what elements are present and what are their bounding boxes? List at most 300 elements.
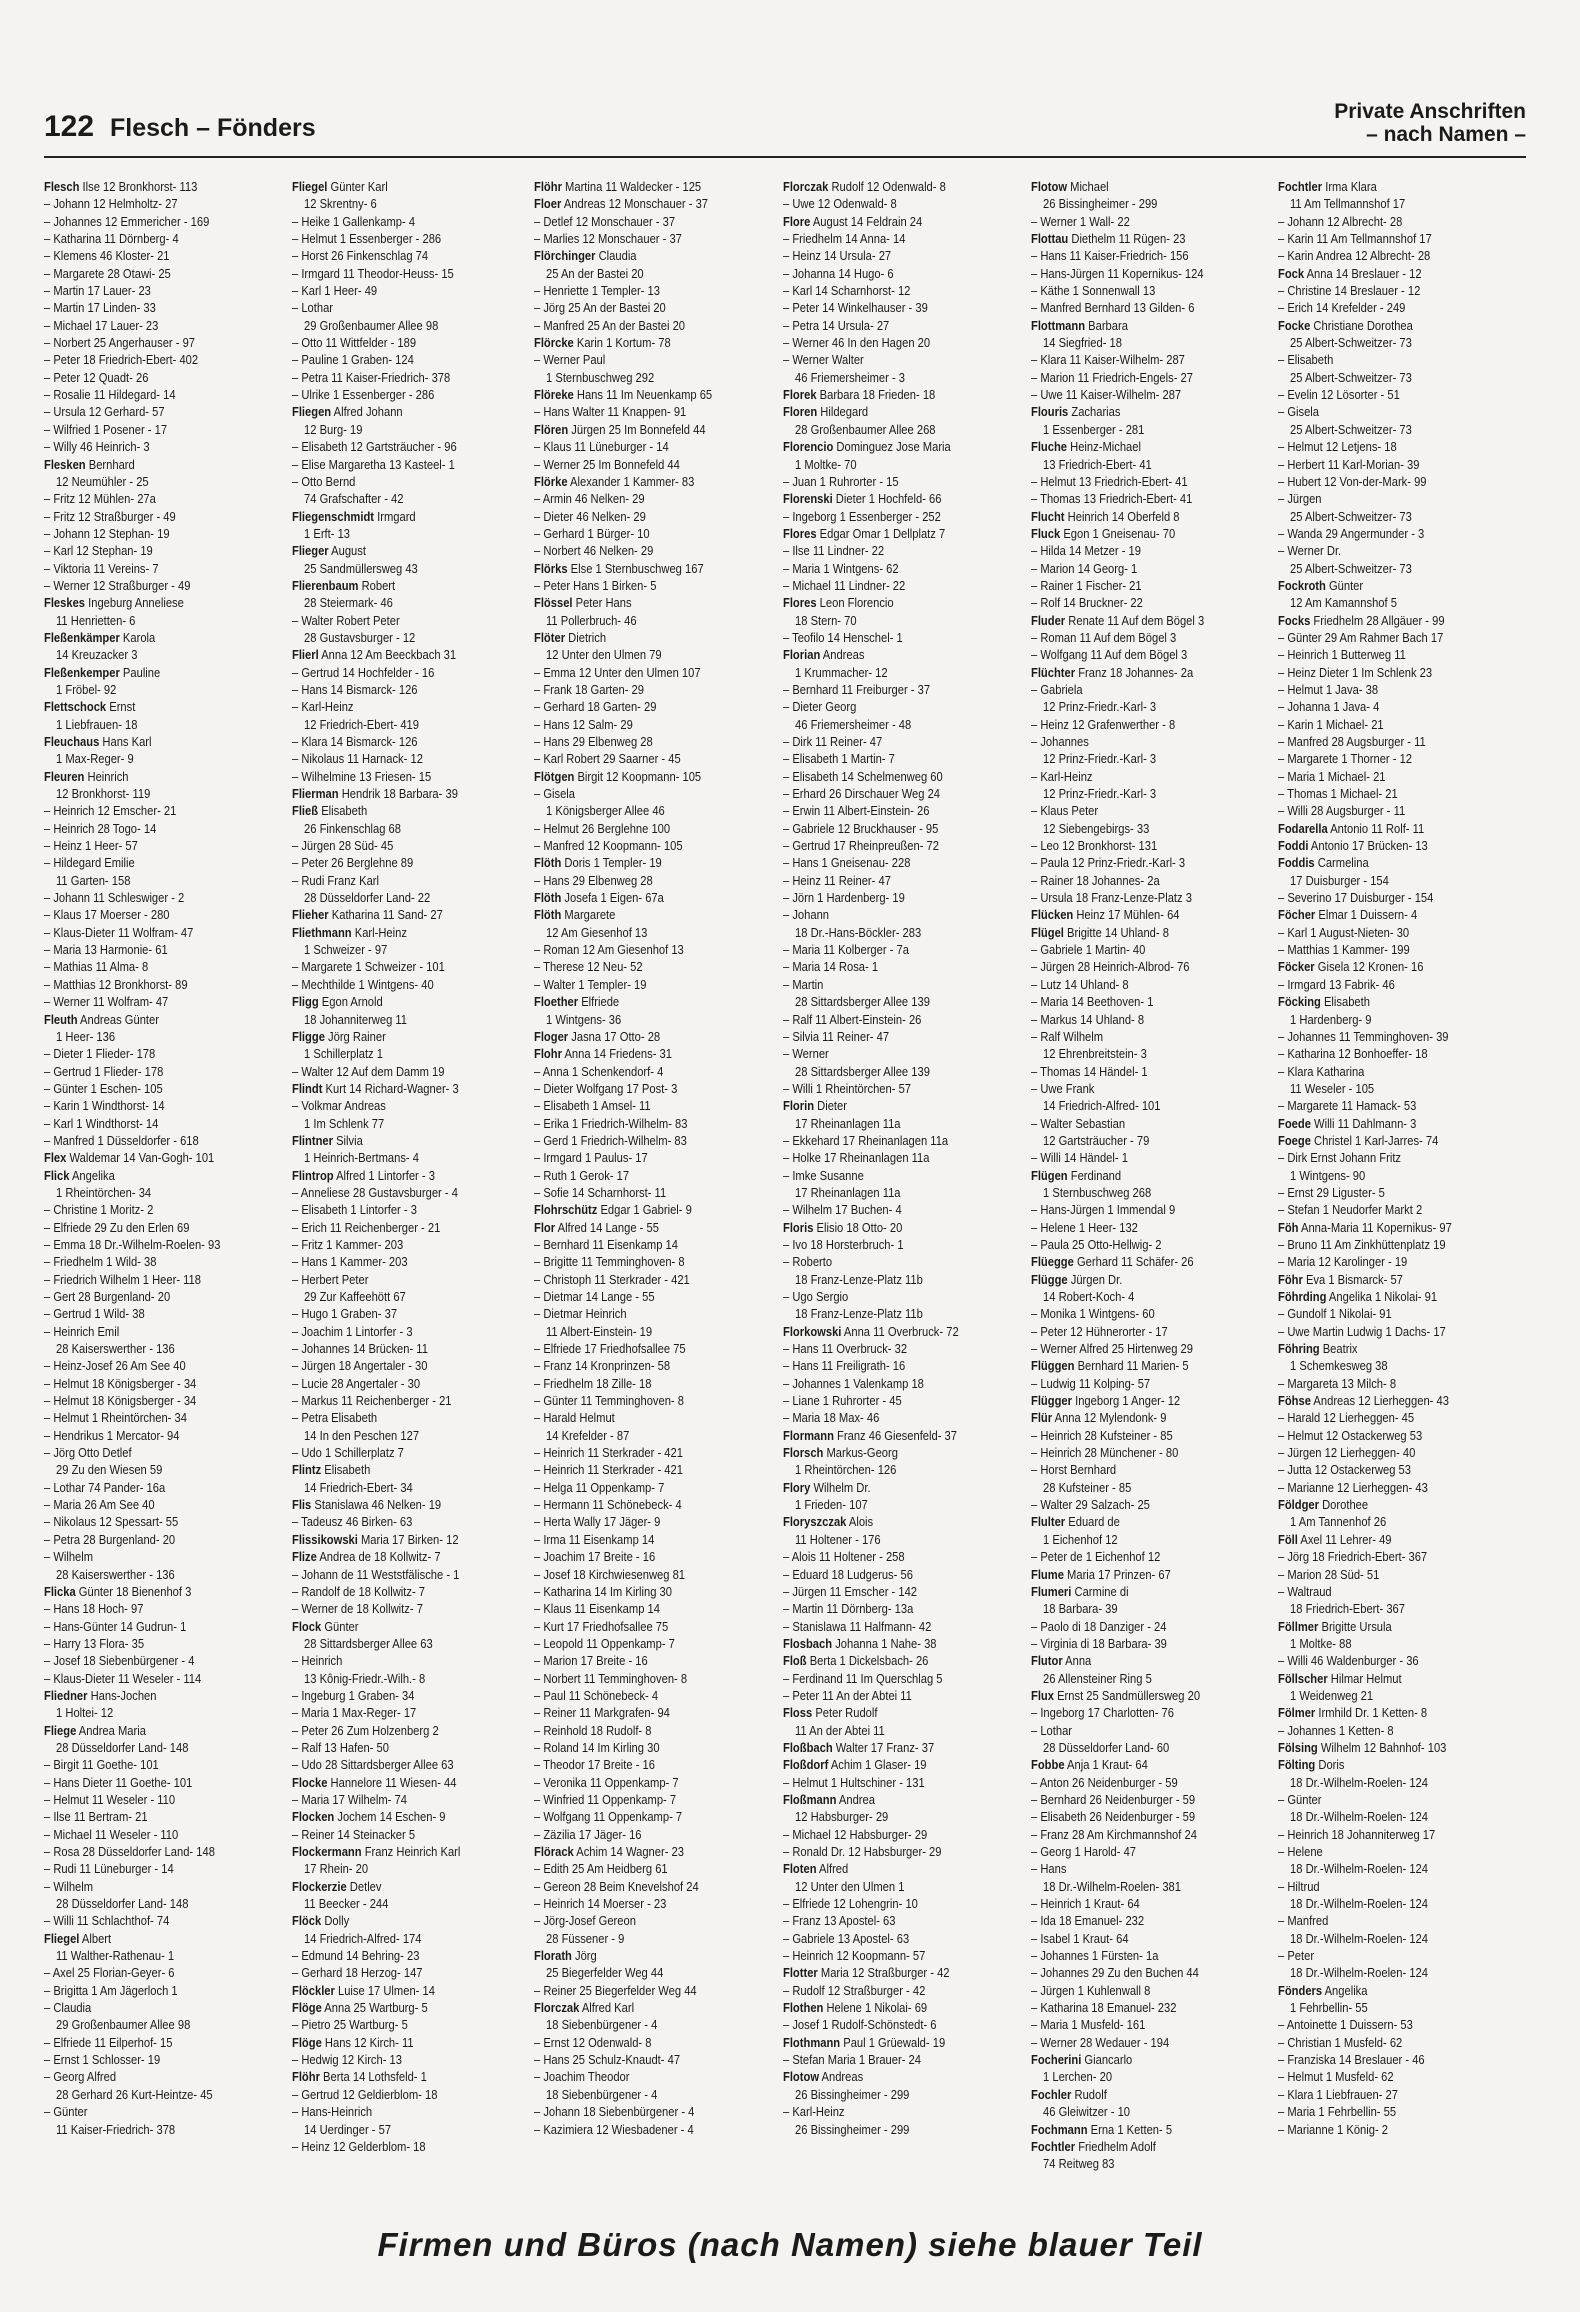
listing-entry: – Viktoria 11 Vereins- 7 [44, 560, 159, 576]
listing-entry: – Maria 18 Max- 46 [783, 1410, 880, 1426]
listing-entry: Fluder Renate 11 Auf dem Bögel 3 [1031, 612, 1205, 628]
surname-heading: Fölmer [1278, 1705, 1316, 1721]
listing-entry: – Erika 1 Friedrich-Wilhelm- 83 [534, 1115, 688, 1131]
listing-entry: – Karl Robert 29 Saarner - 45 [534, 751, 681, 767]
listing-entry: – Margareta 13 Milch- 8 [1278, 1375, 1397, 1391]
listing-entry: – Irmgard 11 Theodor-Heuss- 15 [292, 265, 454, 281]
listing-entry: – Maria 13 Harmonie- 61 [44, 942, 168, 958]
listing-entry: – Margarete 11 Hamack- 53 [1278, 1098, 1417, 1114]
surname-heading: Flocke [292, 1774, 328, 1790]
listing-entry: – Gabriele 12 Bruckhauser - 95 [783, 820, 939, 836]
surname-heading: Foddis [1278, 855, 1315, 871]
listing-entry: – Helmut 1 Musfeld- 62 [1278, 2069, 1394, 2085]
listing-entry: – Hans 1 Gneisenau- 228 [783, 855, 911, 871]
surname-heading: Flotter [783, 1965, 818, 1981]
listing-entry: – Anneliese 28 Gustavsburger - 4 [292, 1184, 458, 1200]
listing-entry: Florsch Markus-Georg [783, 1445, 898, 1461]
listing-entry: – Heinrich 14 Moerser - 23 [534, 1896, 667, 1912]
surname-heading: Fleskes [44, 595, 86, 611]
surname-heading: Florin [783, 1098, 815, 1114]
surname-heading: Flindt [292, 1080, 323, 1096]
listing-entry: – Bernhard 26 Neidenburger - 59 [1031, 1791, 1196, 1807]
listing-entry: Flick Angelika [44, 1167, 115, 1183]
surname-heading: Flux [1031, 1687, 1054, 1703]
listing-entry: – Katharina 11 Dörnberg- 4 [44, 231, 179, 247]
listing-entry: – Petra 11 Kaiser-Friedrich- 378 [292, 369, 451, 385]
listing-entry: 18 Stern- 70 [795, 612, 857, 628]
listing-entry: Föllscher Hilmar Helmut [1278, 1670, 1402, 1686]
listing-entry: Föhse Andreas 12 Lierheggen- 43 [1278, 1393, 1449, 1409]
surname-heading: Floßbach [783, 1739, 833, 1755]
listing-entry: 28 Düsseldorfer Land- 22 [304, 890, 431, 906]
listing-entry: – Jutta 12 Ostackerweg 53 [1278, 1462, 1412, 1478]
listing-entry: – Hans Walter 11 Knappen- 91 [534, 404, 687, 420]
surname-heading: Foede [1278, 1115, 1311, 1131]
surname-heading: Florczak [783, 179, 829, 194]
listing-entry: 26 Bissingheimer - 299 [1043, 196, 1158, 212]
listing-entry: – Thomas 13 Friedrich-Ebert- 41 [1031, 491, 1193, 507]
listing-entry: – Lothar [292, 300, 334, 316]
listing-entry: – Ferdinand 11 Im Querschlag 5 [783, 1670, 943, 1686]
listing-entry: – Johann de 11 Weststfälische - 1 [292, 1566, 460, 1582]
surname-heading: Flumeri [1031, 1583, 1072, 1599]
listing-entry: – Friedhelm 18 Zille- 18 [534, 1375, 652, 1391]
listing-entry: 1 Essenberger - 281 [1043, 421, 1145, 437]
section-title [1334, 100, 1526, 146]
listing-entry: – Hans 29 Elbenweg 28 [534, 734, 653, 749]
listing-entry: – Otto Bernd [292, 473, 356, 489]
listing-entry: 11 Beecker - 244 [304, 1896, 389, 1912]
listing-entry: – Manfred 25 An der Bastei 20 [534, 317, 686, 333]
listing-entry: – Katharina 18 Emanuel- 232 [1031, 2000, 1177, 2016]
listing-entry: – Franz 14 Kronprinzen- 58 [534, 1358, 671, 1374]
page-number: 122 [44, 110, 95, 143]
listing-entry: Floß Berta 1 Dickelsbach- 26 [783, 1653, 929, 1669]
listing-entry: Foede Willi 11 Dahlmann- 3 [1278, 1115, 1417, 1131]
listing-entry: 1 Krummacher- 12 [795, 664, 888, 680]
listing-entry: 25 Albert-Schweitzer- 73 [1290, 421, 1412, 437]
listing-entry: – Rolf 14 Bruckner- 22 [1031, 595, 1143, 611]
listing-entry: – Heinz Dieter 1 Im Schlenk 23 [1278, 664, 1433, 680]
listing-entry: 1 Frieden- 107 [795, 1497, 868, 1513]
listing-entry: – Heinrich 12 Emscher- 21 [44, 803, 177, 819]
listing-entry: – Rosa 28 Düsseldorfer Land- 148 [44, 1844, 215, 1859]
listing-entry: Flock Günter [292, 1618, 359, 1634]
listing-entry: – Johannes 11 Temminghoven- 39 [1278, 1028, 1449, 1044]
listing-entry: – Heinrich 28 Togo- 14 [44, 820, 157, 836]
listing-entry: Florczak Rudolf 12 Odenwald- 8 [783, 179, 946, 194]
surname-heading: Fobbe [1031, 1757, 1065, 1773]
listing-entry: – Ralf 13 Hafen- 50 [292, 1739, 389, 1755]
surname-heading: Florsch [783, 1445, 824, 1461]
listing-entry: 14 Robert-Koch- 4 [1043, 1289, 1135, 1304]
listing-entry: – Marlies 12 Monschauer - 37 [534, 231, 682, 247]
listing-entry: – Heinz 12 Gelderblom- 18 [292, 2138, 426, 2154]
listing-entry: – Franziska 14 Breslauer - 46 [1278, 2052, 1425, 2068]
listing-entry: 12 Neumühler - 25 [56, 473, 149, 489]
listing-entry: Fochtler Friedhelm Adolf [1031, 2138, 1156, 2154]
listing-entry: – Ursula 18 Franz-Lenze-Platz 3 [1031, 890, 1192, 906]
listing-entry: 13 Kônig-Friedr.-Wilh.- 8 [304, 1670, 426, 1686]
listing-entry: – Stefan Maria 1 Brauer- 24 [783, 2052, 921, 2068]
surname-heading: Flüggen [1031, 1358, 1075, 1374]
page-header [44, 96, 1526, 154]
surname-heading: Flügen [1031, 1167, 1068, 1183]
listing-entry: Florek Barbara 18 Frieden- 18 [783, 387, 936, 403]
listing-entry: Foege Christel 1 Karl-Jarres- 74 [1278, 1132, 1439, 1148]
listing-entry: – Marianne 12 Lierheggen- 43 [1278, 1479, 1428, 1495]
listing-entry: – Ingeborg 17 Charlotten- 76 [1031, 1705, 1174, 1721]
listing-entry: – Günter [1278, 1791, 1322, 1807]
listing-entry: 12 Ehrenbreitstein- 3 [1043, 1046, 1147, 1062]
listing-entry: – Hans-Jürgen 1 Immendal 9 [1031, 1202, 1176, 1218]
listing-entry: Flügel Brigitte 14 Uhland- 8 [1031, 924, 1169, 940]
listing-entry: 1 Wintgens- 36 [546, 1011, 622, 1027]
listing-entry: – Hans-Jürgen 11 Kopernikus- 124 [1031, 265, 1204, 281]
listing-entry: – Heinz 12 Grafenwerther - 8 [1031, 716, 1176, 732]
listing-entry: – Maria 12 Karolinger - 19 [1278, 1254, 1408, 1270]
listing-entry: – Kurt 17 Friedhofsallee 75 [534, 1618, 669, 1634]
listing-entry: – Marion 28 Süd- 51 [1278, 1566, 1380, 1582]
surname-heading: Flouris [1031, 404, 1069, 420]
listing-entry: – Rainer 1 Fischer- 21 [1031, 577, 1142, 593]
listing-entry: – Teofilo 14 Henschel- 1 [783, 629, 903, 645]
listing-entry: 25 Albert-Schweitzer- 73 [1290, 335, 1412, 351]
surname-heading: Fochtler [1278, 179, 1323, 194]
listing-entry: – Heinrich [292, 1653, 343, 1669]
surname-heading: Flis [292, 1497, 312, 1513]
surname-heading: Flicka [44, 1583, 76, 1599]
listing-entry: Földger Dorothee [1278, 1497, 1369, 1513]
listing-entry: – Gabriele 1 Martin- 40 [1031, 942, 1146, 958]
listing-entry: Fliegel Albert [44, 1930, 112, 1946]
listing-entry: Fölting Doris [1278, 1757, 1345, 1773]
listing-entry: 12 Skrentny- 6 [304, 196, 377, 212]
listing-entry: – Johannes 1 Fürsten- 1a [1031, 1948, 1159, 1964]
listing-entry: Flicka Günter 18 Bienenhof 3 [44, 1583, 192, 1599]
surname-heading: Flöth [534, 855, 562, 871]
listing-entry: Flore August 14 Feldrain 24 [783, 213, 923, 229]
listing-entry: – Hans Dieter 11 Goethe- 101 [44, 1774, 193, 1790]
listing-entry: Flormann Franz 46 Giesenfeld- 37 [783, 1427, 957, 1443]
listing-entry: – Dieter Georg [783, 699, 857, 715]
listing-entry: – Martin 17 Linden- 33 [44, 300, 156, 316]
listing-entry: – Wilhelm 17 Buchen- 4 [783, 1202, 902, 1218]
listing-entry: – Maria 1 Wintgens- 62 [783, 560, 899, 576]
listing-entry: 29 Großenbaumer Allee 98 [304, 317, 439, 333]
listing-entry: – Werner Alfred 25 Hirtenweg 29 [1031, 1341, 1194, 1357]
listing-entry: – Jürgen [1278, 491, 1322, 507]
surname-heading: Florath [534, 1948, 572, 1964]
listing-entry: – Klara 1 Liebfrauen- 27 [1278, 2086, 1398, 2102]
listing-entry: Flize Andrea de 18 Kollwitz- 7 [292, 1549, 441, 1565]
listing-entry: – Heinz 14 Ursula- 27 [783, 248, 892, 264]
listing-entry: Floßbach Walter 17 Franz- 37 [783, 1739, 935, 1755]
listing-entry: 28 Steiermark- 46 [304, 595, 393, 611]
surname-heading: Flores [783, 525, 817, 541]
listing-entry: – Karin 1 Windthorst- 14 [44, 1098, 165, 1114]
listing-entry: Flottmann Barbara [1031, 317, 1128, 333]
listing-entry: – Matthias 12 Bronkhorst- 89 [44, 976, 188, 992]
listing-entry: – Klaus-Dieter 11 Wolfram- 47 [44, 924, 194, 940]
listing-entry: 18 Dr.-Wilhelm-Roelen- 381 [1043, 1878, 1181, 1894]
surname-heading: Flierenbaum [292, 577, 359, 593]
surname-heading: Fockroth [1278, 577, 1326, 593]
listing-entry: – Roman 11 Auf dem Bögel 3 [1031, 629, 1177, 645]
listing-entry: 1 Hardenberg- 9 [1290, 1011, 1372, 1027]
listing-entry: 13 Friedrich-Ebert- 41 [1043, 456, 1152, 472]
listing-entry: – Josef 18 Kirchwiesenweg 81 [534, 1566, 686, 1582]
listing-entry: – Klaus-Dieter 11 Weseler - 114 [44, 1670, 202, 1686]
listing-entry: – Helmut 1 Hultschiner - 131 [783, 1774, 925, 1790]
listing-entry: Flörcke Karin 1 Kortum- 78 [534, 335, 671, 351]
surname-heading: Fliegenschmidt [292, 508, 375, 524]
listing-entry: – Karl 1 Heer- 49 [292, 283, 378, 299]
listing-entry: 18 Franz-Lenze-Platz 11b [795, 1306, 923, 1322]
listing-entry: – Elisabeth 14 Schelmenweg 60 [783, 768, 943, 784]
listing-entry: Floßdorf Achim 1 Glaser- 19 [783, 1757, 927, 1773]
listing-entry: 18 Siebenbürgener - 4 [546, 2086, 658, 2102]
listing-entry: 18 Dr.-Wilhelm-Roelen- 124 [1290, 1809, 1428, 1825]
surname-heading: Florczak [534, 2000, 580, 2016]
surname-heading: Flöge [292, 2000, 322, 2016]
listing-entry: 1 Wintgens- 90 [1290, 1167, 1366, 1183]
listing-entry: 1 Moltke- 70 [795, 456, 857, 472]
listing-entry: 17 Duisburger - 154 [1290, 872, 1389, 888]
listing-entry: – Hans 12 Salm- 29 [534, 716, 633, 732]
listing-entry: Fochler Rudolf [1031, 2086, 1107, 2102]
listing-entry: – Uwe 12 Odenwald- 8 [783, 196, 897, 212]
listing-entry: 1 Sternbuschweg 268 [1043, 1184, 1152, 1200]
listing-entry: Flieher Katharina 11 Sand- 27 [292, 907, 443, 923]
listing-entry: Flouris Zacharias [1031, 404, 1121, 420]
listing-entry: – Reiner 11 Markgrafen- 94 [534, 1705, 670, 1721]
listing-entry: – Lothar 74 Pander- 16a [44, 1479, 166, 1495]
listing-entry: – Johann 12 Albrecht- 28 [1278, 213, 1403, 229]
listing-entry: – Frank 18 Garten- 29 [534, 681, 644, 697]
listing-entry: – Jürgen 28 Süd- 45 [292, 838, 394, 854]
listing-entry: – Werner 12 Straßburger - 49 [44, 577, 191, 593]
listing-entry: – Helga 11 Oppenkamp- 7 [534, 1479, 665, 1495]
surname-heading: Floß [783, 1653, 807, 1669]
listing-entry: – Jürgen 12 Lierheggen- 40 [1278, 1445, 1416, 1461]
listing-entry: 46 Friemersheimer - 3 [795, 369, 906, 385]
listing-entry: Fochtler Irma Klara [1278, 179, 1377, 194]
listing-entry: – Maria 1 Max-Reger- 17 [292, 1705, 417, 1721]
listing-entry: 1 Weidenweg 21 [1290, 1687, 1374, 1703]
listing-entry: Flotow Andreas [783, 2069, 864, 2085]
surname-heading: Föhring [1278, 1341, 1320, 1357]
listing-entry: – Hans [1031, 1861, 1067, 1877]
listing-entry: Florencio Dominguez Jose Maria [783, 439, 951, 455]
listing-entry: 26 Finkenschlag 68 [304, 820, 402, 836]
listing-entry: Flür Anna 12 Mylendonk- 9 [1031, 1410, 1167, 1426]
surname-heading: Flierman [292, 786, 339, 802]
surname-heading: Flottmann [1031, 317, 1086, 333]
listing-entry: – Gisela [534, 786, 576, 802]
surname-heading: Fochtler [1031, 2138, 1076, 2154]
surname-heading: Flormann [783, 1427, 834, 1443]
listing-entry: Flüchter Franz 18 Johannes- 2a [1031, 664, 1194, 680]
listing-entry: Flocke Hannelore 11 Wiesen- 44 [292, 1774, 457, 1790]
listing-entry: – Elisabeth 1 Amsel- 11 [534, 1098, 651, 1114]
listing-entry: – Hans 1 Kammer- 203 [292, 1254, 408, 1270]
listing-entry: 18 Johanniterweg 11 [304, 1011, 408, 1027]
listing-entry: Florczak Alfred Karl [534, 2000, 635, 2016]
listing-entry: – Zäzilia 17 Jäger- 16 [534, 1826, 642, 1842]
listing-entry: – Klaus 17 Moerser - 280 [44, 907, 170, 923]
listing-entry: – Ernst 1 Schlosser- 19 [44, 2052, 161, 2068]
listing-entry: Focherini Giancarlo [1031, 2052, 1133, 2068]
listing-entry: 12 Bronkhorst- 119 [56, 786, 151, 802]
listing-columns [44, 178, 1528, 2188]
listing-entry: 1 Max-Reger- 9 [56, 751, 134, 767]
surname-heading: Flottau [1031, 231, 1069, 247]
surname-heading: Flotow [1031, 179, 1068, 194]
listing-entry: – Margarete 1 Thorner - 12 [1278, 751, 1413, 767]
listing-entry: – Paula 12 Prinz-Friedr.-Karl- 3 [1031, 855, 1186, 871]
listing-entry: – Dietmar Heinrich [534, 1306, 627, 1322]
listing-entry: – Uwe Frank [1031, 1080, 1095, 1096]
listing-entry: – Reinhold 18 Rudolf- 8 [534, 1722, 652, 1738]
listing-entry: – Lutz 14 Uhland- 8 [1031, 976, 1129, 992]
surname-heading: Flex [44, 1150, 67, 1166]
surname-heading: Flöter [534, 629, 566, 645]
listing-entry: Flis Stanislawa 46 Nelken- 19 [292, 1497, 442, 1513]
listing-entry: 1 Schillerplatz 1 [304, 1046, 383, 1062]
surname-heading: Föcking [1278, 994, 1321, 1010]
listing-entry: – Werner 11 Wolfram- 47 [44, 994, 169, 1010]
listing-entry: – Werner 25 Im Bonnefeld 44 [534, 456, 680, 472]
listing-entry: – Fritz 12 Straßburger - 49 [44, 508, 176, 524]
listing-entry: – Herta Wally 17 Jäger- 9 [534, 1514, 661, 1530]
listing-entry: – Leopold 11 Oppenkamp- 7 [534, 1635, 675, 1651]
listing-entry: – Elfriede 12 Lohengrin- 10 [783, 1896, 918, 1912]
surname-heading: Flothmann [783, 2034, 841, 2050]
listing-entry: – Mathias 11 Alma- 8 [44, 959, 149, 975]
surname-heading: Flügel [1031, 924, 1064, 940]
surname-heading: Flesken [44, 456, 86, 472]
surname-heading: Flore [783, 213, 811, 229]
listing-entry: 1 Heinrich-Bertmans- 4 [304, 1150, 419, 1166]
surname-heading: Fließ [292, 803, 319, 819]
listing-entry: – Norbert 11 Temminghoven- 8 [534, 1670, 688, 1686]
listing-entry: – Dirk Ernst Johann Fritz [1278, 1150, 1402, 1166]
listing-entry: – Elisabeth 1 Lintorfer - 3 [292, 1202, 417, 1218]
listing-entry: 1 Lerchen- 20 [1043, 2069, 1113, 2085]
surname-heading: Flöckler [292, 1982, 335, 1998]
surname-heading: Flöck [292, 1913, 322, 1929]
listing-entry: – Katharina 12 Bonhoeffer- 18 [1278, 1046, 1428, 1062]
listing-entry: – Hubert 12 Von-der-Mark- 99 [1278, 473, 1427, 489]
surname-heading: Flörchinger [534, 248, 596, 264]
listing-entry: Focke Christiane Dorothea [1278, 317, 1413, 333]
listing-entry: – Heinrich 28 Kufsteiner - 85 [1031, 1427, 1173, 1443]
listing-entry: 74 Grafschafter - 42 [304, 491, 404, 507]
listing-entry: – Ralf Wilhelm [1031, 1028, 1104, 1044]
listing-entry: – Günter 11 Temminghoven- 8 [534, 1393, 684, 1409]
listing-entry: Fliegel Günter Karl [292, 179, 388, 194]
listing-entry: 11 Am Tellmannshof 17 [1290, 196, 1406, 212]
listing-entry: – Petra 14 Ursula- 27 [783, 317, 890, 333]
listing-entry: – Johannes [1031, 734, 1089, 749]
listing-entry: Fölmer Irmhild Dr. 1 Ketten- 8 [1278, 1705, 1428, 1721]
listing-entry: Föcking Elisabeth [1278, 994, 1370, 1010]
listing-entry: – Jürgen 1 Kuhlenwall 8 [1031, 1982, 1151, 1998]
surname-heading: Földger [1278, 1497, 1319, 1513]
listing-entry: – Elisabeth 1 Martin- 7 [783, 751, 895, 767]
surname-heading: Fliegel [292, 179, 328, 194]
surname-heading: Flohr [534, 1046, 562, 1062]
listing-entry: – Isabel 1 Kraut- 64 [1031, 1930, 1129, 1946]
listing-entry: Floten Alfred [783, 1861, 849, 1877]
listing-entry: Flex Waldemar 14 Van-Gogh- 101 [44, 1150, 215, 1166]
listing-entry: – Elisabeth 26 Neidenburger - 59 [1031, 1809, 1196, 1825]
listing-entry: – Walter Sebastian [1031, 1115, 1126, 1131]
listing-entry: Flüegge Gerhard 11 Schäfer- 26 [1031, 1254, 1194, 1270]
surname-heading: Flötgen [534, 768, 575, 784]
listing-entry: – Henriette 1 Templer- 13 [534, 283, 660, 299]
surname-heading: Flock [292, 1618, 322, 1634]
listing-entry: Fönders Angelika [1278, 1982, 1368, 1998]
listing-entry: – Helmut 18 Königsberger - 34 [44, 1375, 197, 1391]
listing-entry: – Josef 1 Rudolf-Schönstedt- 6 [783, 2017, 937, 2033]
listing-entry: – Birgit 11 Goethe- 101 [44, 1757, 159, 1773]
listing-entry: – Paolo di 18 Danziger - 24 [1031, 1618, 1167, 1634]
listing-entry: Floryszczak Alois [783, 1514, 874, 1530]
listing-entry: Flettschock Ernst [44, 699, 136, 715]
listing-entry: 1 Erft- 13 [304, 525, 351, 541]
listing-entry: – Pietro 25 Wartburg- 5 [292, 2017, 408, 2033]
listing-entry: – Rudolf 12 Straßburger - 42 [783, 1982, 926, 1998]
listing-entry: Floren Hildegard [783, 404, 869, 420]
surname-heading: Fligg [292, 994, 319, 1010]
listing-entry: Flöreke Hans 11 Im Neuenkamp 65 [534, 387, 713, 403]
listing-entry: – Ulrike 1 Essenberger - 286 [292, 387, 435, 403]
listing-entry: Fligge Jörg Rainer [292, 1028, 386, 1044]
listing-entry: Flumeri Carmine di [1031, 1583, 1129, 1599]
listing-entry: – Margarete 28 Otawi- 25 [44, 265, 171, 281]
surname-heading: Flosbach [783, 1635, 833, 1651]
listing-entry: – Jürgen 28 Heinrich-Albrod- 76 [1031, 959, 1190, 975]
surname-heading: Flügger [1031, 1393, 1072, 1409]
surname-heading: Flor [534, 1219, 556, 1235]
listing-entry: – Werner [783, 1046, 829, 1062]
listing-entry: – Horst 26 Finkenschlag 74 [292, 248, 429, 264]
listing-entry: – Gertrud 1 Wild- 38 [44, 1306, 145, 1322]
listing-entry: Fliegen Alfred Johann [292, 404, 403, 420]
listing-entry: – Friedhelm 1 Wild- 38 [44, 1254, 157, 1270]
listing-entry: – Wanda 29 Angermunder - 3 [1278, 525, 1425, 541]
listing-entry: – Jörg-Josef Gereon [534, 1913, 636, 1929]
listing-entry: 12 Unter den Ulmen 79 [546, 647, 662, 663]
listing-entry: – Emma 18 Dr.-Wilhelm-Roelen- 93 [44, 1236, 221, 1252]
listing-entry: – Jörn 1 Hardenberg- 19 [783, 890, 905, 906]
listing-entry: Föllmer Brigitte Ursula [1278, 1618, 1392, 1634]
listing-entry: – Therese 12 Neu- 52 [534, 959, 643, 975]
listing-entry: – Helmut 26 Berglehne 100 [534, 820, 671, 836]
listing-entry: 18 Dr.-Wilhelm-Roelen- 124 [1290, 1774, 1428, 1790]
listing-entry: – Lothar [1031, 1722, 1073, 1738]
surname-heading: Flössel [534, 595, 573, 611]
listing-entry: 25 An der Bastei 20 [546, 265, 644, 281]
listing-entry: – Josef 18 Siebenbürgener - 4 [44, 1653, 195, 1669]
listing-entry: Flotow Michael [1031, 179, 1109, 194]
listing-entry: Fliegenschmidt Irmgard [292, 508, 416, 524]
listing-entry: 18 Siebenbürgener - 4 [546, 2017, 658, 2033]
listing-entry: 1 Fehrbellin- 55 [1290, 2000, 1368, 2016]
surname-heading: Flür [1031, 1410, 1053, 1426]
